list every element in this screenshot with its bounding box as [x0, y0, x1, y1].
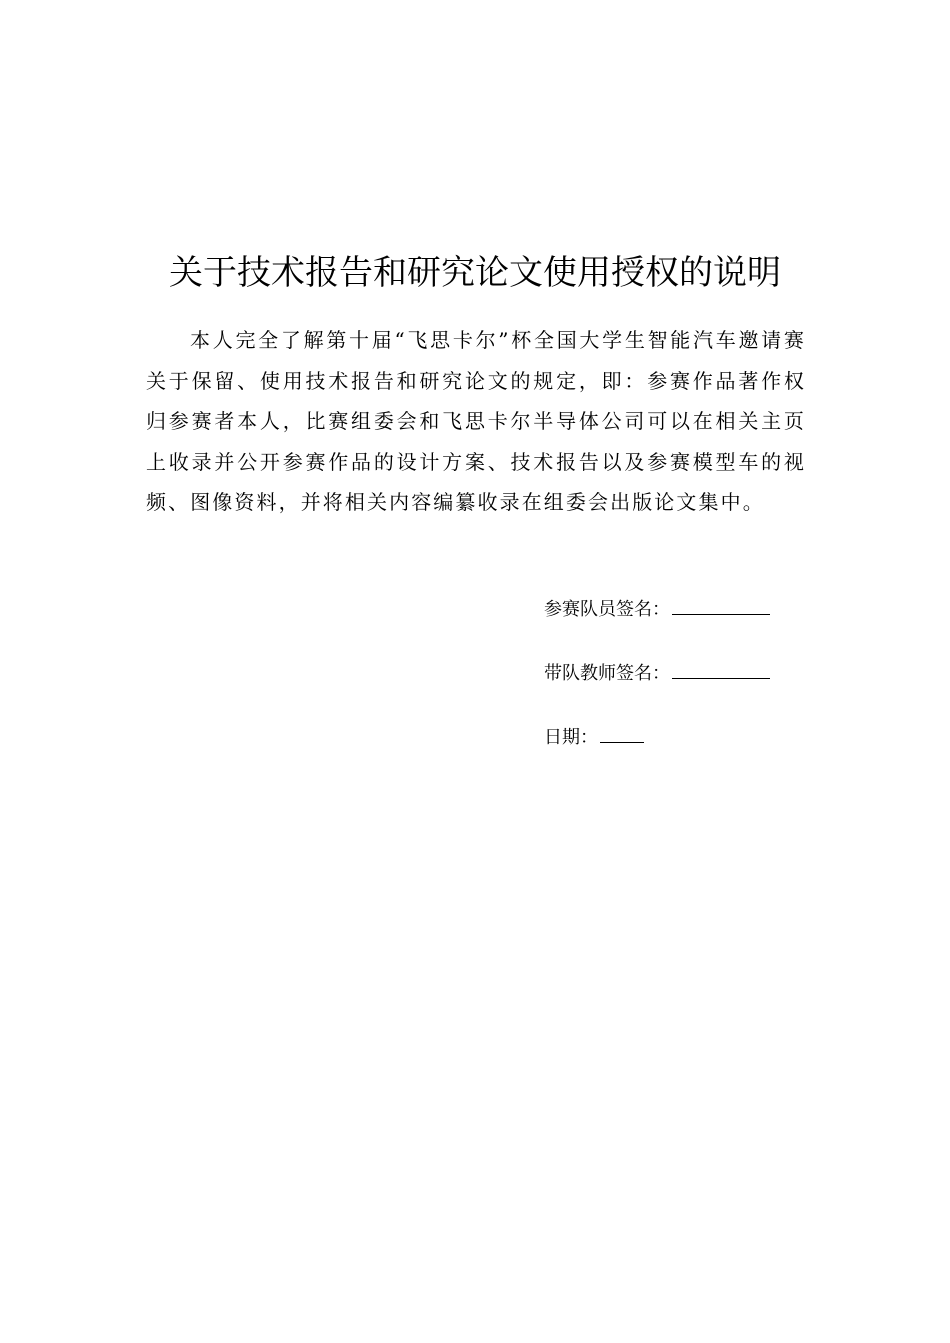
document-title: 关于技术报告和研究论文使用授权的说明	[169, 253, 781, 293]
date-label: 日期：	[544, 727, 598, 748]
team-member-signature-blank	[672, 592, 770, 615]
signature-block	[544, 592, 804, 784]
team-member-signature-label: 参赛队员签名：	[544, 599, 670, 620]
date-blank	[600, 720, 644, 743]
team-member-signature-row	[544, 592, 804, 628]
advisor-signature-blank	[672, 656, 770, 679]
advisor-signature-label: 带队教师签名：	[544, 663, 670, 684]
advisor-signature-row	[544, 656, 804, 692]
authorization-paragraph: 本人完全了解第十届“飞思卡尔”杯全国大学生智能汽车邀请赛关于保留、使用技术报告和研究论文的规定，即：参赛作品著作权归参赛者本人，比赛组委会和飞思卡尔半导体公司可以在相关主页上收录并公开参赛作品的设计方案、技术报告以及参赛模型车的视频、图像资料，并将相关内容编纂收录在组委会出版论文集中。	[146, 328, 806, 514]
date-row	[544, 720, 804, 756]
